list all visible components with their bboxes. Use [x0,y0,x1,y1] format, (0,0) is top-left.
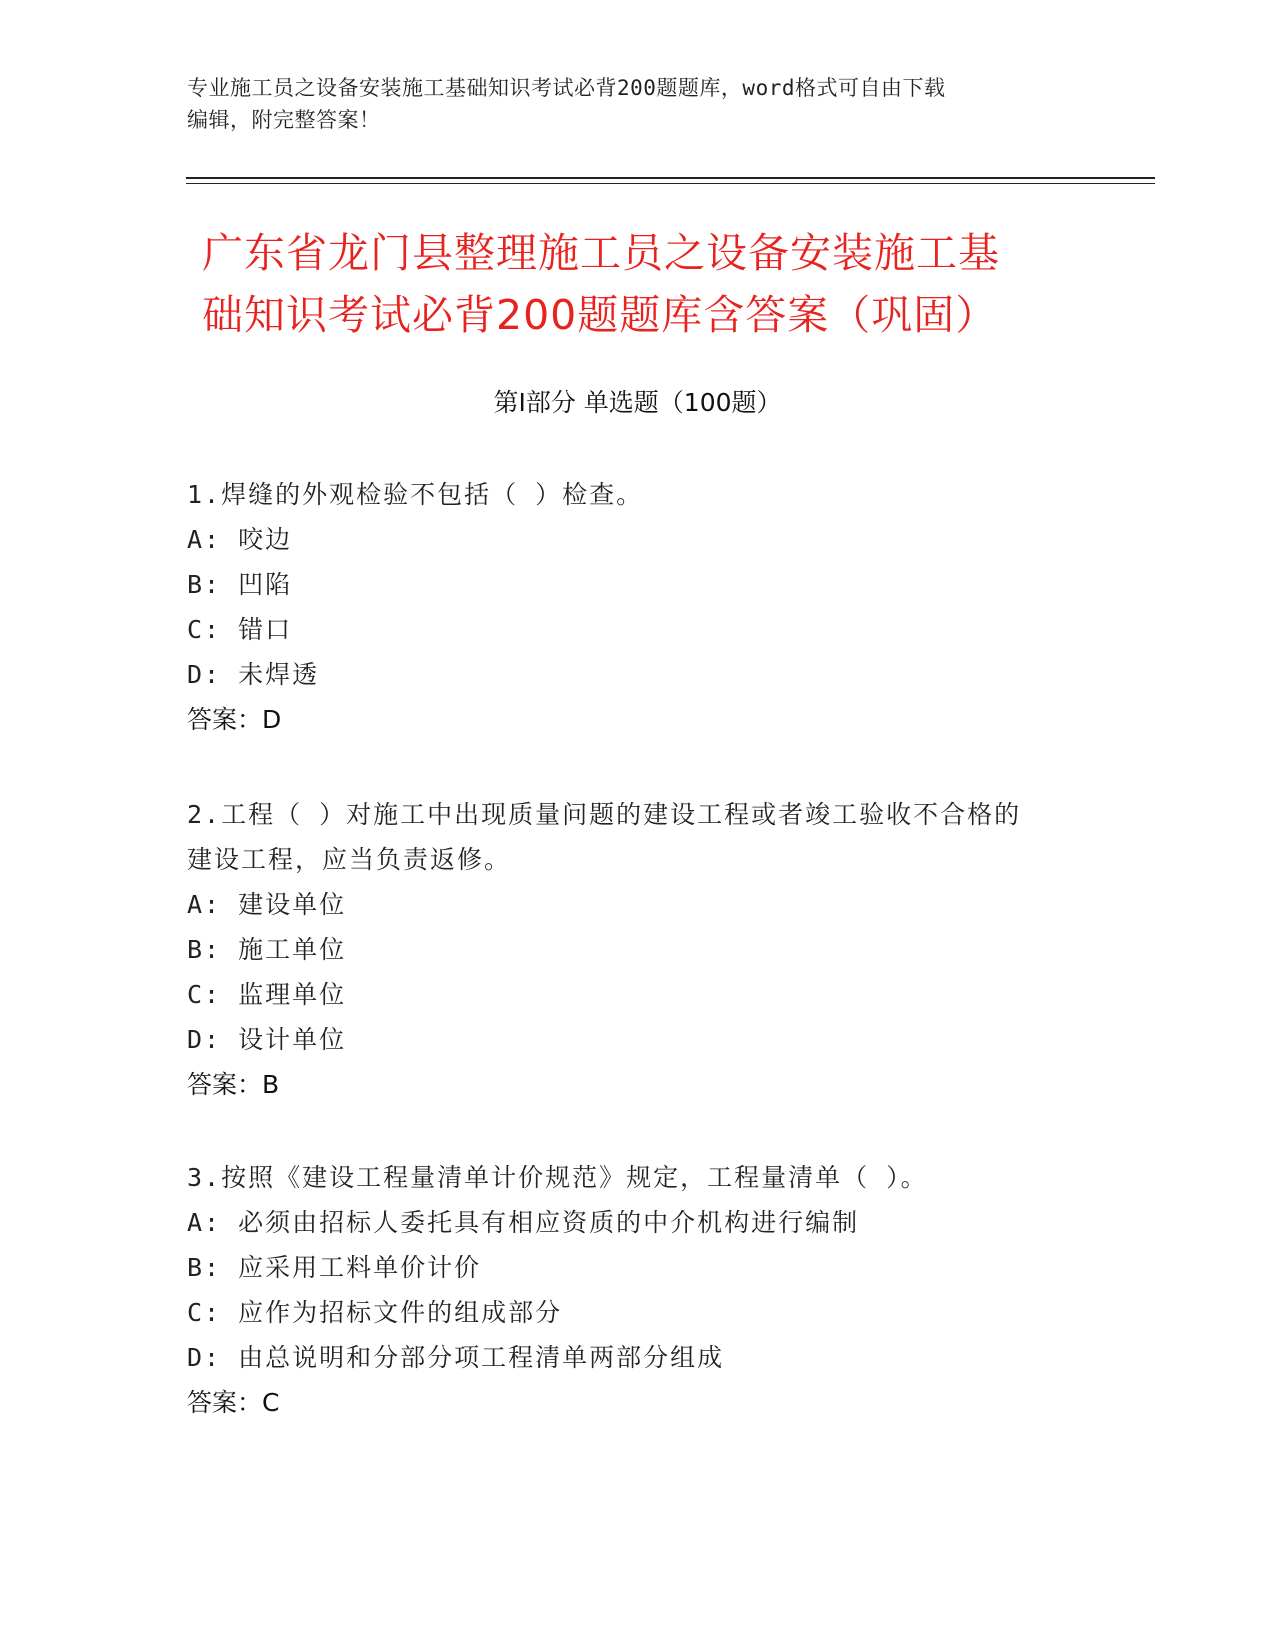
option-c: C: 监理单位 [187,980,347,1009]
option-d: D: 未焊透 [187,660,320,689]
question-stem-line1: 2.工程（ ）对施工中出现质量问题的建设工程或者竣工验收不合格的 [187,800,1022,829]
option-c: C: 错口 [187,615,293,644]
option-a: A: 必须由招标人委托具有相应资质的中介机构进行编制 [187,1208,860,1237]
option-b: B: 凹陷 [187,570,293,599]
section-title: 第I部分 单选题（100题） [493,388,782,417]
header-note [187,72,1087,136]
question-stem-line2: 建设工程，应当负责返修。 [187,845,512,874]
option-b: B: 应采用工料单价计价 [187,1253,482,1282]
document-title-line1: 广东省龙门县整理施工员之设备安装施工基 [202,229,1000,277]
document-title [202,222,1102,346]
option-c: C: 应作为招标文件的组成部分 [187,1298,563,1327]
header-note-line1: 专业施工员之设备安装施工基础知识考试必背200题题库，word格式可自由下载 [187,76,946,100]
option-d: D: 设计单位 [187,1025,347,1054]
question-stem: 1.焊缝的外观检验不包括（ ）检查。 [187,480,644,509]
question-1 [187,472,1087,742]
option-b: B: 施工单位 [187,935,347,964]
option-a: A: 建设单位 [187,890,347,919]
question-3 [187,1155,1087,1425]
question-stem: 3.按照《建设工程量清单计价规范》规定，工程量清单（ ）。 [187,1163,928,1192]
answer: 答案：C [187,1388,280,1417]
answer: 答案：B [187,1070,280,1099]
header-rule-thin [186,183,1155,184]
header-note-line2: 编辑，附完整答案！ [187,108,381,132]
question-2 [187,792,1087,1107]
answer: 答案：D [187,705,282,734]
option-d: D: 由总说明和分部分项工程清单两部分组成 [187,1343,725,1372]
document-title-line2: 础知识考试必背200题题库含答案（巩固） [202,291,998,339]
option-a: A: 咬边 [187,525,293,554]
header-rule-thick [186,177,1155,179]
